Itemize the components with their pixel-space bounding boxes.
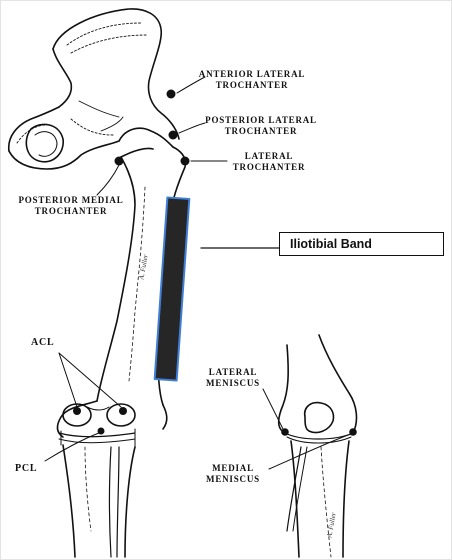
lateral-trochanter-dot bbox=[181, 157, 190, 166]
iliotibial-band-label: Iliotibial Band bbox=[279, 232, 444, 256]
artist-signature-knee: A. Fuller bbox=[325, 511, 338, 539]
posterior-lateral-trochanter-label: POSTERIOR LATERAL TROCHANTER bbox=[205, 115, 317, 136]
acl-dot-left bbox=[73, 407, 81, 415]
artist-signature-femur: A. Fuller bbox=[137, 253, 150, 281]
pelvis-outline bbox=[9, 9, 179, 169]
posterior-medial-trochanter-dot bbox=[115, 157, 124, 166]
acl-dot-right bbox=[119, 407, 127, 415]
lateral-meniscus-dot bbox=[281, 428, 289, 436]
acl-label: ACL bbox=[31, 337, 55, 348]
posterior-medial-trochanter-label: POSTERIOR MEDIAL TROCHANTER bbox=[18, 195, 124, 216]
pcl-label: PCL bbox=[15, 463, 38, 474]
iliotibial-band-bar bbox=[155, 197, 190, 380]
lateral-meniscus-label: LATERAL MENISCUS bbox=[206, 367, 260, 388]
medial-meniscus-label: MEDIAL MENISCUS bbox=[206, 463, 260, 484]
left-knee-outline bbox=[57, 401, 166, 557]
right-knee-outline bbox=[279, 335, 357, 557]
anterior-lateral-trochanter-label: ANTERIOR LATERAL TROCHANTER bbox=[198, 69, 306, 90]
lateral-trochanter-label: LATERAL TROCHANTER bbox=[232, 151, 306, 172]
anterior-lateral-trochanter-dot bbox=[167, 90, 176, 99]
posterior-lateral-trochanter-dot bbox=[169, 131, 178, 140]
